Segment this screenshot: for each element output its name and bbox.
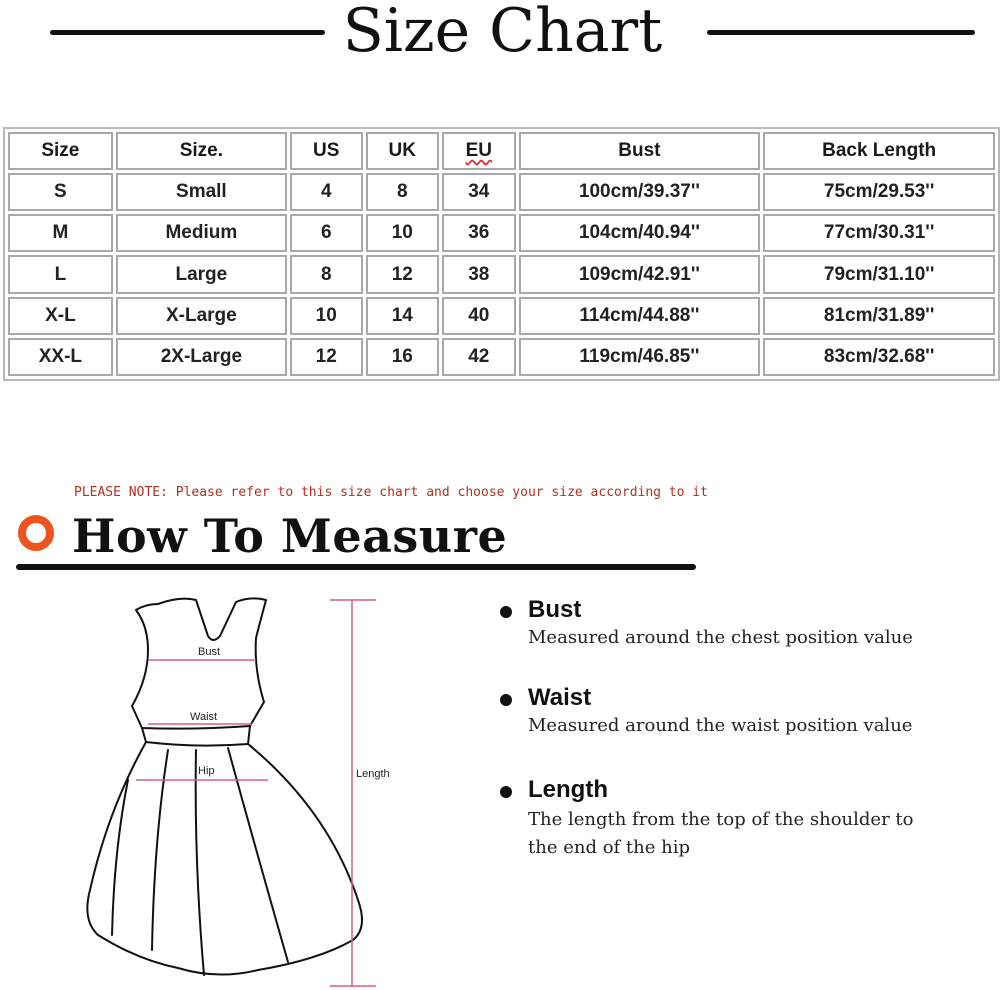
legend-desc: Measured around the waist position value xyxy=(528,715,913,736)
cell-back-length: 83cm/32.68'' xyxy=(763,338,995,376)
cell-uk: 8 xyxy=(366,173,440,211)
bullet-icon xyxy=(500,694,512,706)
cell-back-length: 81cm/31.89'' xyxy=(763,297,995,335)
legend-heading: Length xyxy=(528,776,608,803)
ring-icon xyxy=(18,515,54,551)
skirt-fold xyxy=(112,780,128,935)
section-underline xyxy=(16,564,696,570)
header-size: Size xyxy=(8,132,113,170)
skirt-outline xyxy=(87,742,362,975)
cell-uk: 10 xyxy=(366,214,440,252)
cell-size-name: Large xyxy=(116,255,287,293)
header-uk: UK xyxy=(366,132,440,170)
how-to-measure-header xyxy=(16,510,696,572)
cell-us: 10 xyxy=(290,297,363,335)
table-row xyxy=(8,255,995,293)
cell-back-length: 77cm/30.31'' xyxy=(763,214,995,252)
cell-size-name: Small xyxy=(116,173,287,211)
size-note: PLEASE NOTE: Please refer to this size chart and choose your size according to it xyxy=(74,485,708,500)
dress-diagram xyxy=(68,590,408,990)
section-title: How To Measure xyxy=(72,509,508,563)
title-rule-right xyxy=(707,30,975,35)
cell-bust: 109cm/42.91'' xyxy=(519,255,761,293)
cell-size-name: Medium xyxy=(116,214,287,252)
cell-size: XX-L xyxy=(8,338,113,376)
cell-size: M xyxy=(8,214,113,252)
waist-label: Waist xyxy=(190,711,218,723)
cell-uk: 16 xyxy=(366,338,440,376)
bullet-icon xyxy=(500,606,512,618)
header-size-name: Size. xyxy=(116,132,287,170)
table-row xyxy=(8,214,995,252)
cell-uk: 12 xyxy=(366,255,440,293)
header-eu xyxy=(442,132,516,170)
cell-us: 6 xyxy=(290,214,363,252)
cell-eu: 40 xyxy=(442,297,516,335)
table-row xyxy=(8,297,995,335)
cell-bust: 100cm/39.37'' xyxy=(519,173,761,211)
cell-bust: 104cm/40.94'' xyxy=(519,214,761,252)
table-row xyxy=(8,173,995,211)
skirt-fold xyxy=(196,750,204,975)
cell-back-length: 79cm/31.10'' xyxy=(763,255,995,293)
title-row xyxy=(0,0,1005,70)
header-bust: Bust xyxy=(519,132,761,170)
cell-size: L xyxy=(8,255,113,293)
length-label: Length xyxy=(356,768,390,780)
legend-desc: Measured around the chest position value xyxy=(528,627,913,648)
cell-bust: 119cm/46.85'' xyxy=(519,338,761,376)
cell-us: 12 xyxy=(290,338,363,376)
cell-size-name: X-Large xyxy=(116,297,287,335)
page-title: Size Chart xyxy=(342,0,663,66)
dress-outline xyxy=(132,598,266,728)
legend-heading: Waist xyxy=(528,684,592,711)
cell-us: 8 xyxy=(290,255,363,293)
header-us: US xyxy=(290,132,363,170)
cell-eu: 34 xyxy=(442,173,516,211)
bullet-icon xyxy=(500,786,512,798)
bust-label: Bust xyxy=(198,646,221,658)
cell-back-length: 75cm/29.53'' xyxy=(763,173,995,211)
cell-uk: 14 xyxy=(366,297,440,335)
table-header-row xyxy=(8,132,995,170)
hip-label: Hip xyxy=(198,765,215,777)
size-chart-table xyxy=(3,127,1000,381)
legend-heading: Bust xyxy=(528,596,582,623)
cell-eu: 36 xyxy=(442,214,516,252)
cell-eu: 42 xyxy=(442,338,516,376)
cell-eu: 38 xyxy=(442,255,516,293)
header-eu-label: EU xyxy=(465,140,492,162)
legend-desc: the end of the hip xyxy=(528,837,690,858)
header-back-length: Back Length xyxy=(763,132,995,170)
cell-us: 4 xyxy=(290,173,363,211)
cell-size: X-L xyxy=(8,297,113,335)
table-row xyxy=(8,338,995,376)
cell-size-name: 2X-Large xyxy=(116,338,287,376)
cell-size: S xyxy=(8,173,113,211)
legend-desc: The length from the top of the shoulder to xyxy=(528,809,914,830)
cell-bust: 114cm/44.88'' xyxy=(519,297,761,335)
